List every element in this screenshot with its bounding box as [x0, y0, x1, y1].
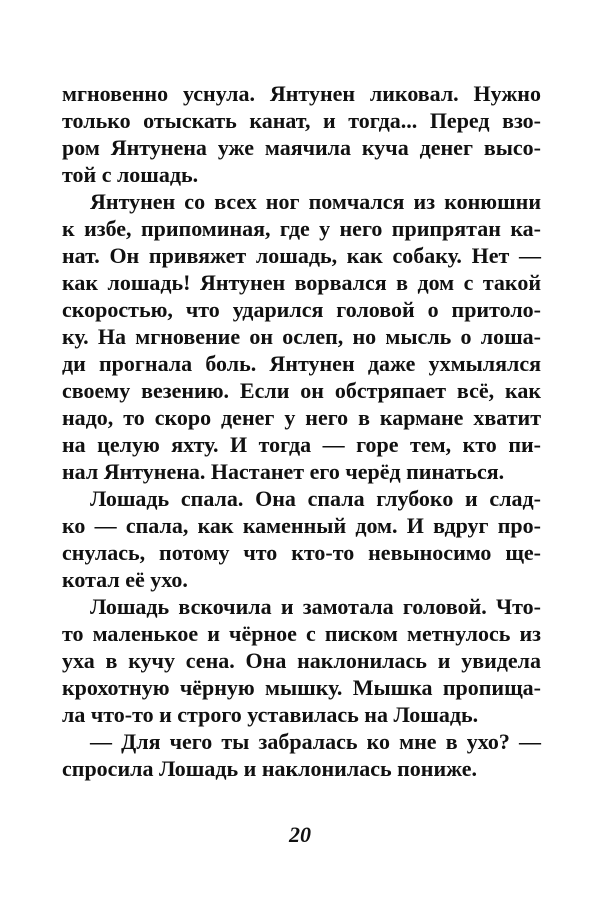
paragraph: [62, 593, 541, 728]
text-line: надо, то скоро денег у него в кармане хватит: [62, 405, 541, 430]
text-line: к избе, припоминая, где у него припрятан ка-: [62, 216, 541, 241]
text-line: ди прогнала боль. Янтунен даже ухмылялся: [62, 351, 541, 376]
text-line: на целую яхту. И тогда — горе тем, кто пи-: [62, 432, 541, 457]
text-line: как лошадь! Янтунен ворвался в дом с такой: [62, 270, 541, 295]
text-line: ла что-то и строго уставилась на Лошадь.: [62, 702, 479, 727]
text-line: снулась, потому что кто-то невыносимо ще-: [62, 540, 541, 565]
text-line: то маленькое и чёрное с писком метнулось из: [62, 621, 541, 646]
text-line: Лошадь вскочила и замотала головой. Что-: [90, 594, 541, 619]
text-line: только отыскать канат, и тогда... Перед взо-: [62, 108, 541, 133]
paragraph: [62, 485, 541, 593]
text-line: скоростью, что ударился головой о притоло-: [62, 297, 541, 322]
paragraph: [62, 188, 541, 485]
text-line: — Для чего ты забралась ко мне в ухо? —: [90, 729, 541, 754]
text-line: той с лошадь.: [62, 162, 199, 187]
text-line: котал её ухо.: [62, 567, 188, 592]
text-line: нал Янтунена. Настанет его черёд пинаться.: [62, 459, 505, 484]
text-line: своему везению. Если он обстряпает всё, как: [62, 378, 541, 403]
text-line: ко — спала, как каменный дом. И вдруг про-: [62, 513, 541, 538]
text-line: спросила Лошадь и наклонилась пониже.: [62, 756, 478, 781]
paragraph: [62, 80, 541, 188]
text-line: нат. Он привяжет лошадь, как собаку. Нет —: [62, 243, 541, 268]
paragraph: [62, 728, 541, 782]
text-line: ку. На мгновение он ослеп, но мысль о лоша-: [62, 324, 541, 349]
text-line: Лошадь спала. Она спала глубоко и слад-: [90, 486, 541, 511]
book-page-text: [62, 80, 541, 782]
text-line: Янтунен со всех ног помчался из конюшни: [90, 189, 541, 214]
page-number: 20: [289, 822, 311, 847]
text-line: ром Янтунена уже маячила куча денег высо-: [62, 135, 541, 160]
text-line: мгновенно уснула. Янтунен ликовал. Нужно: [62, 81, 541, 106]
text-line: уха в кучу сена. Она наклонилась и увидела: [62, 648, 541, 673]
text-line: крохотную чёрную мышку. Мышка пропища-: [62, 675, 541, 700]
